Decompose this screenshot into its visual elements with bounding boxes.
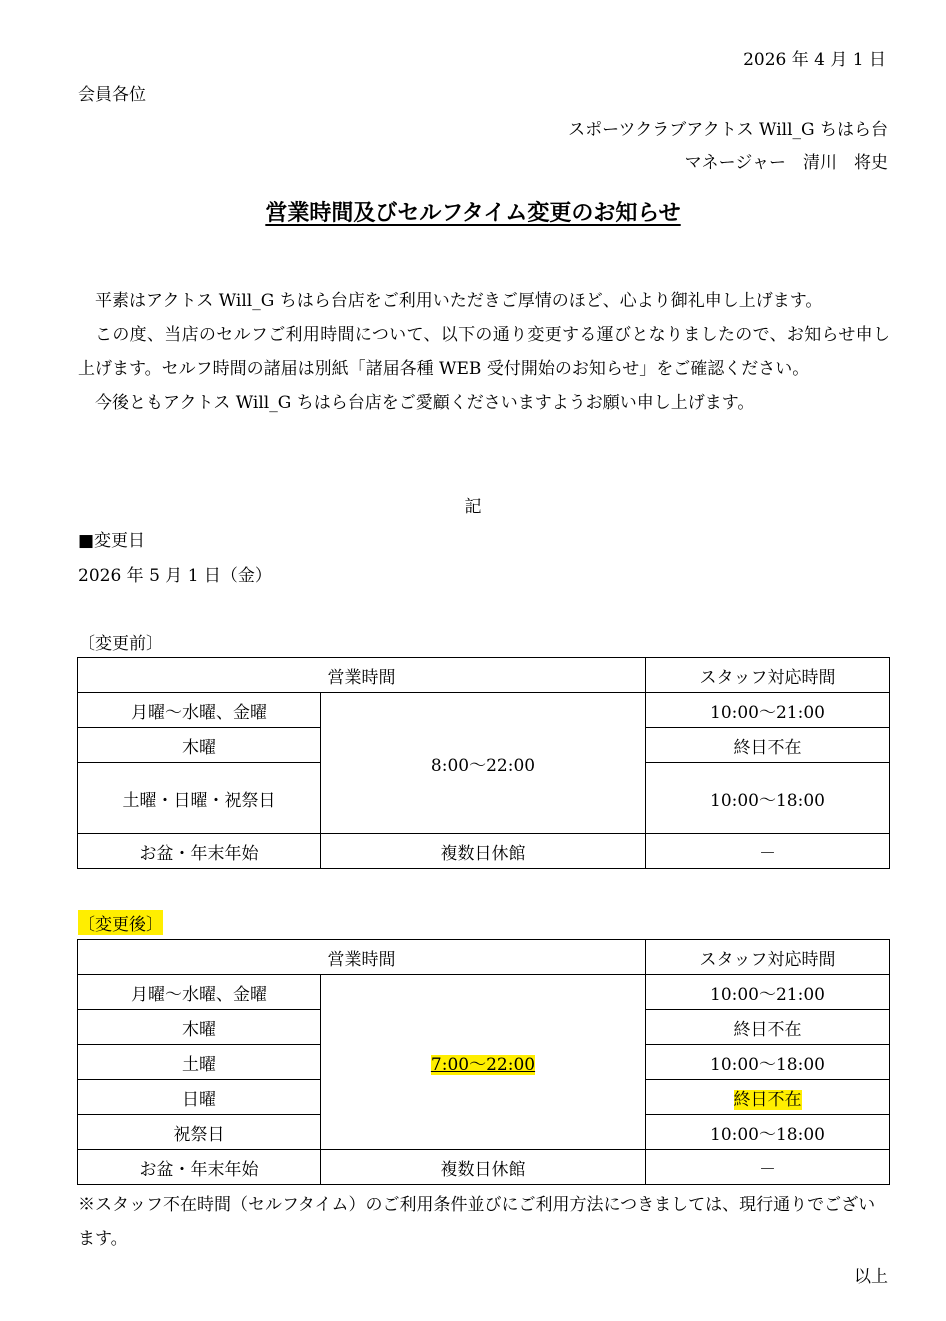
staff-cell: 10:00～21:00 [646, 693, 890, 728]
staff-cell: 終日不在 [646, 1010, 890, 1045]
document-title: 営業時間及びセルフタイム変更のお知らせ [265, 200, 681, 226]
day-cell: 土曜・日曜・祝祭日 [78, 763, 321, 834]
body-paragraph-1: 平素はアクトス Will_G ちはら台店をご利用いただきご厚情のほど、心より御礼申し上げます。 [95, 291, 823, 311]
day-cell: お盆・年末年始 [78, 834, 321, 869]
table-row [78, 1150, 890, 1185]
table-header-row [78, 940, 890, 975]
table-row [78, 693, 890, 728]
hours-cell: 複数日休館 [321, 1150, 646, 1185]
footnote: ※スタッフ不在時間（セルフタイム）のご利用条件並びにご利用方法につきましては、現行通りでございます。 [78, 1195, 876, 1249]
sender-organization: スポーツクラブアクトス Will_G ちはら台 [568, 120, 888, 140]
day-cell: 祝祭日 [78, 1115, 321, 1150]
day-cell: 木曜 [78, 1010, 321, 1045]
recipient: 会員各位 [78, 85, 146, 105]
hours-cell: 複数日休館 [321, 834, 646, 869]
highlighted-staff: 終日不在 [733, 1089, 802, 1110]
body-text [78, 284, 890, 420]
staff-cell: 10:00～21:00 [646, 975, 890, 1010]
header-staff: スタッフ対応時間 [646, 940, 890, 975]
staff-cell [646, 1080, 890, 1115]
hours-cell: 8:00～22:00 [321, 693, 646, 834]
staff-cell: － [646, 834, 890, 869]
before-label: 〔変更前〕 [78, 634, 163, 654]
after-schedule-table [77, 939, 890, 1185]
staff-cell: 終日不在 [646, 728, 890, 763]
highlighted-hours: 7:00～22:00 [430, 1054, 536, 1075]
day-cell: お盆・年末年始 [78, 1150, 321, 1185]
body-paragraph-3: 今後ともアクトス Will_G ちはら台店をご愛顧くださいますようお願い申し上げます。 [95, 393, 755, 413]
document-date: 2026 年 4 月 1 日 [743, 50, 886, 70]
ki-heading: 記 [464, 497, 482, 517]
body-paragraph-2: この度、当店のセルフご利用時間について、以下の通り変更する運びとなりましたので、お知らせ申し上げます。セルフ時間の諸届は別紙「諸届各種 WEB 受付開始のお知らせ」をご確認ください。 [78, 325, 890, 379]
table-row [78, 975, 890, 1010]
staff-cell: 10:00～18:00 [646, 763, 890, 834]
staff-cell: － [646, 1150, 890, 1185]
before-schedule-table [77, 657, 890, 869]
after-label: 〔変更後〕 [78, 910, 163, 935]
table-header-row [78, 658, 890, 693]
sender-name: マネージャー 清川 将史 [684, 153, 888, 173]
day-cell: 日曜 [78, 1080, 321, 1115]
staff-cell: 10:00～18:00 [646, 1045, 890, 1080]
header-hours: 営業時間 [78, 658, 646, 693]
staff-cell: 10:00～18:00 [646, 1115, 890, 1150]
change-date-label: ■変更日 [78, 531, 146, 551]
day-cell: 木曜 [78, 728, 321, 763]
day-cell: 土曜 [78, 1045, 321, 1080]
hours-cell [321, 975, 646, 1150]
header-hours: 営業時間 [78, 940, 646, 975]
table-row [78, 834, 890, 869]
closing-mark: 以上 [854, 1267, 888, 1287]
day-cell: 月曜～水曜、金曜 [78, 975, 321, 1010]
day-cell: 月曜～水曜、金曜 [78, 693, 321, 728]
change-date: 2026 年 5 月 1 日（金） [78, 566, 272, 586]
header-staff: スタッフ対応時間 [646, 658, 890, 693]
